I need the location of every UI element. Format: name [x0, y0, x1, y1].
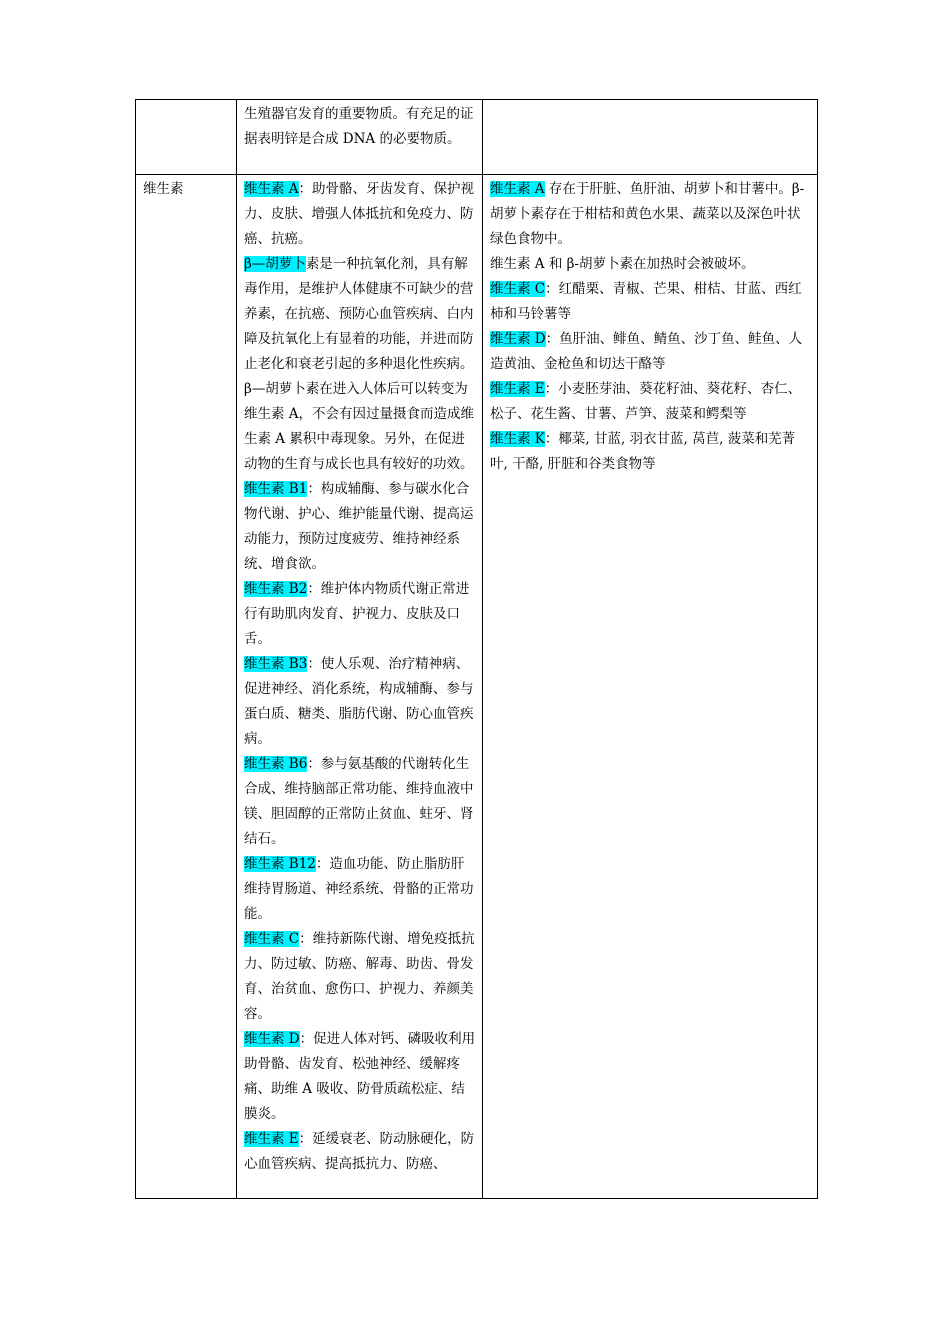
paragraph-text: ：使人乐观、治疗精神病、促进神经、消化系统，构成辅酶、参与蛋白质、糖类、脂肪代谢、防心血管疾病。: [244, 656, 474, 747]
vitamin-function-paragraph: [244, 927, 476, 1027]
category-cell: 维生素: [136, 175, 237, 1199]
vitamin-function-paragraph: [244, 652, 476, 752]
highlighted-term: 维生素 B6: [244, 756, 308, 772]
highlighted-term: β—胡萝卜: [244, 256, 306, 272]
highlighted-term: 维生素 B2: [244, 581, 308, 597]
category-cell: [136, 100, 237, 175]
function-cell: 生殖器官发育的重要物质。有充足的证据表明锌是合成 DNA 的必要物质。: [237, 100, 483, 175]
vitamin-function-paragraph: [244, 852, 476, 927]
paragraph-text: ：助骨骼、牙齿发育、保护视力、皮肤、增强人体抵抗和免疫力、防癌、抗癌。: [244, 181, 475, 247]
paragraph-text: ：椰菜, 甘蓝, 羽衣甘蓝, 莴苣, 菠菜和芜菁叶, 干酪, 肝脏和谷类食物等: [490, 431, 796, 472]
paragraph-text: ：维护体内物质代谢正常进行有助肌肉发育、护视力、皮肤及口舌。: [244, 581, 470, 647]
paragraph-text: ：维持新陈代谢、增免疫抵抗力、防过敏、防癌、解毒、助齿、骨发育、治贫血、愈伤口、护视力、养颜美容。: [244, 931, 475, 1022]
paragraph-text: 存在于肝脏、鱼肝油、胡萝卜和甘薯中。β-胡萝卜素存在于柑桔和黄色水果、蔬菜以及深色叶状绿色食物中。: [490, 181, 805, 247]
highlighted-term: 维生素 C: [490, 281, 546, 297]
function-cell: [237, 175, 483, 1199]
highlighted-term: 维生素 E: [490, 381, 545, 397]
vitamin-function-paragraph: [244, 252, 476, 477]
vitamin-source-paragraph: [490, 327, 811, 377]
paragraph-text: ：鱼肝油、鲱鱼、鲭鱼、沙丁鱼、鲑鱼、人造黄油、金枪鱼和切达干酪等: [490, 331, 803, 372]
highlighted-term: 维生素 B12: [244, 856, 316, 872]
paragraph-text: 维生素 A 和 β-胡萝卜素在加热时会被破坏。: [490, 256, 755, 272]
highlighted-term: 维生素 C: [244, 931, 300, 947]
highlighted-term: 维生素 D: [490, 331, 546, 347]
paragraph-text: ：红醋栗、青椒、芒果、柑桔、甘蓝、西红柿和马铃薯等: [490, 281, 802, 322]
vitamin-function-paragraph: [244, 477, 476, 577]
highlighted-term: 维生素 B3: [244, 656, 308, 672]
vitamin-source-paragraph: [490, 377, 811, 427]
paragraph-text: ：参与氨基酸的代谢转化生合成、维持脑部正常功能、维持血液中镁、胆固醇的正常防止贫血、蛀牙、肾结石。: [244, 756, 474, 847]
highlighted-term: 维生素 A: [244, 181, 299, 197]
vitamin-function-paragraph: [244, 177, 476, 252]
highlighted-term: 维生素 B1: [244, 481, 308, 497]
vitamin-source-paragraph: [490, 252, 811, 277]
vitamin-source-paragraph: [490, 177, 811, 252]
vitamin-function-paragraph: [244, 752, 476, 852]
highlighted-term: 维生素 E: [244, 1131, 299, 1147]
sources-cell: [483, 175, 818, 1199]
paragraph-text: 素是一种抗氧化剂，具有解毒作用，是维护人体健康不可缺少的营养素，在抗癌、预防心血管疾病、白内障及抗氧化上有显着的功能，并进而防止老化和衰老引起的多种退化性疾病。β—胡萝卜素在进入人体后可以转变为维生素 A，不会有因过量摄食而造成维生素 A 累积中毒现象。另外，在促进动物的生育与成长也具有较好的功效。: [244, 256, 475, 472]
highlighted-term: 维生素 D: [244, 1031, 300, 1047]
paragraph-text: ：小麦胚芽油、葵花籽油、葵花籽、杏仁、松子、花生酱、甘薯、芦笋、菠菜和鳄梨等: [490, 381, 802, 422]
highlighted-term: 维生素 A: [490, 181, 545, 197]
vitamin-source-paragraph: [490, 277, 811, 327]
table-row: [136, 175, 818, 1199]
vitamin-function-paragraph: [244, 577, 476, 652]
paragraph-text: ：促进人体对钙、磷吸收利用助骨骼、齿发育、松弛神经、缓解疼痛、助维 A 吸收、防骨质疏松症、结膜炎。: [244, 1031, 476, 1122]
paragraph-text: ：构成辅酶、参与碳水化合物代谢、护心、维护能量代谢、提高运动能力，预防过度疲劳、维持神经系统、增食欲。: [244, 481, 474, 572]
sources-cell: [483, 100, 818, 175]
paragraph-text: ：延缓衰老、防动脉硬化，防心血管疾病、提高抵抗力、防癌、: [244, 1131, 475, 1172]
paragraph-text: ：造血功能、防止脂肪肝维持胃肠道、神经系统、骨骼的正常功能。: [244, 856, 474, 922]
vitamin-function-paragraph: [244, 1027, 476, 1127]
vitamin-source-paragraph: [490, 427, 811, 477]
nutrient-table: [135, 99, 818, 1199]
highlighted-term: 维生素 K: [490, 431, 545, 447]
table-row: [136, 100, 818, 175]
vitamin-function-paragraph: [244, 1127, 476, 1177]
